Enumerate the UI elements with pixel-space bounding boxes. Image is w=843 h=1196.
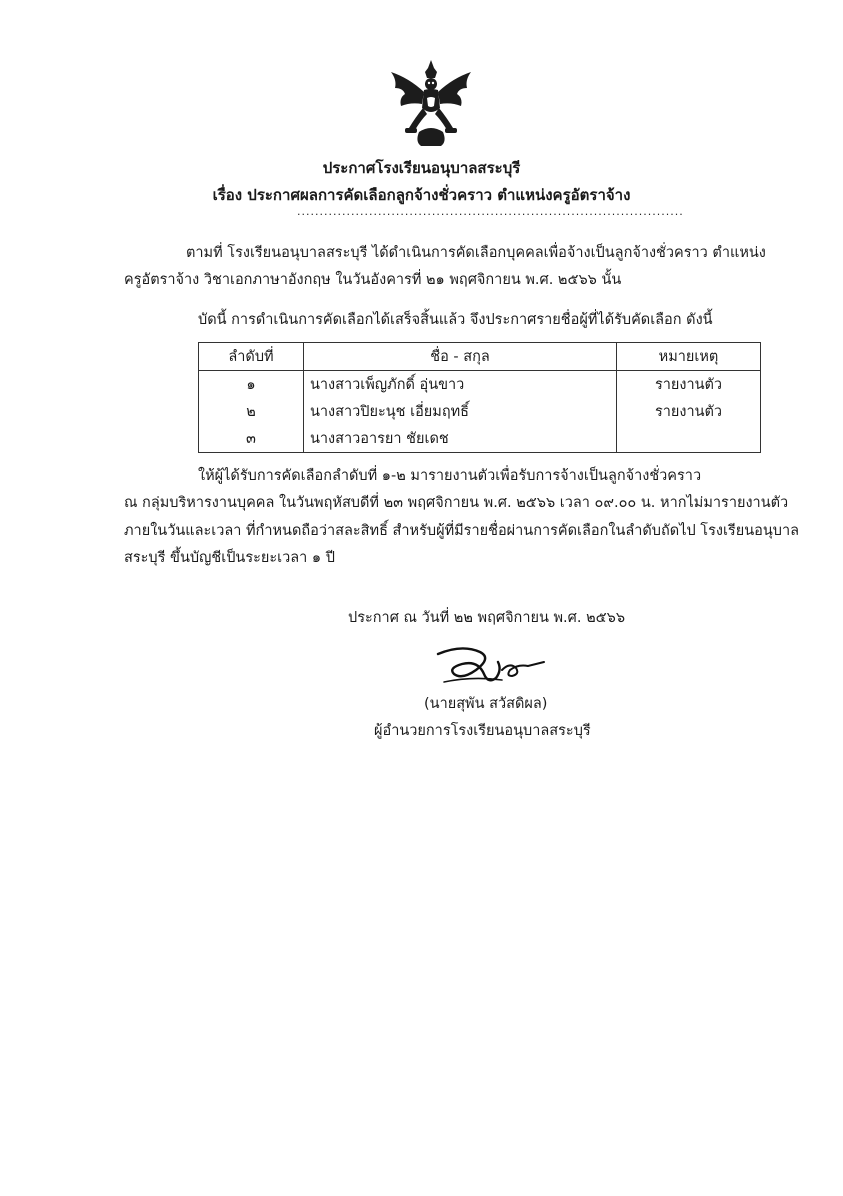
row-name: นางสาวเพ็ญภักดิ์ อุ่นขาว bbox=[304, 371, 617, 399]
column-header-no: ลำดับที่ bbox=[199, 343, 304, 371]
table-row bbox=[199, 398, 761, 425]
row-name: นางสาวอารยา ชัยเดช bbox=[304, 425, 617, 453]
announcement-date: ประกาศ ณ วันที่ ๒๒ พฤศจิกายน พ.ศ. ๒๕๖๖ bbox=[348, 610, 626, 626]
row-no: ๓ bbox=[199, 425, 304, 453]
row-no: ๒ bbox=[199, 398, 304, 425]
signer-position: ผู้อำนวยการโรงเรียนอนุบาลสระบุรี bbox=[374, 723, 591, 739]
announcement-title: ประกาศโรงเรียนอนุบาลสระบุรี bbox=[322, 159, 521, 177]
closing-paragraph-line-1: ให้ผู้ได้รับการคัดเลือกลำดับที่ ๑-๒ มารายงานตัวเพื่อรับการจ้างเป็นลูกจ้างชั่วคราว bbox=[198, 468, 702, 484]
column-header-name: ชื่อ - สกุล bbox=[304, 343, 617, 371]
row-no: ๑ bbox=[199, 371, 304, 399]
signer-name: (นายสุพัน สวัสดิผล) bbox=[424, 696, 548, 712]
selection-results-table bbox=[198, 342, 761, 453]
row-note: รายงานตัว bbox=[617, 371, 761, 399]
table-row bbox=[199, 425, 761, 453]
intro-paragraph-line-2: ครูอัตราจ้าง วิชาเอกภาษาอังกฤษ ในวันอังคารที่ ๒๑ พฤศจิกายน พ.ศ. ๒๕๖๖ นั้น bbox=[124, 272, 622, 288]
closing-paragraph-line-2: ณ กลุ่มบริหารงานบุคคล ในวันพฤหัสบดีที่ ๒๓ พฤศจิกายน พ.ศ. ๒๕๖๖ เวลา ๐๙.๐๐ น. หากไม่มารายงานตัว bbox=[124, 495, 789, 511]
closing-paragraph-line-4: สระบุรี ขึ้นบัญชีเป็นระยะเวลา ๑ ปี bbox=[124, 550, 335, 566]
column-header-note: หมายเหตุ bbox=[617, 343, 761, 371]
table-header-row bbox=[199, 343, 761, 371]
signature-image bbox=[432, 640, 552, 690]
row-name: นางสาวปิยะนุช เอี่ยมฤทธิ์ bbox=[304, 398, 617, 425]
intro-paragraph-line-1: ตามที่ โรงเรียนอนุบาลสระบุรี ได้ดำเนินการคัดเลือกบุคคลเพื่อจ้างเป็นลูกจ้างชั่วคราว ตำแหน่ง bbox=[186, 245, 766, 261]
row-note bbox=[617, 425, 761, 453]
closing-paragraph-line-3: ภายในวันและเวลา ที่กำหนดถือว่าสละสิทธิ์ สำหรับผู้ที่มีรายชื่อผ่านการคัดเลือกในลำดับถัดไป โรงเรียนอนุบาล bbox=[124, 523, 799, 539]
garuda-emblem-icon bbox=[381, 58, 481, 150]
announcement-subject: เรื่อง ประกาศผลการคัดเลือกลูกจ้างชั่วคราว ตำแหน่งครูอัตราจ้าง bbox=[212, 186, 631, 204]
announce-paragraph: บัดนี้ การดำเนินการคัดเลือกได้เสร็จสิ้นแล้ว จึงประกาศรายชื่อผู้ที่ได้รับคัดเลือก ดังนี้ bbox=[198, 312, 713, 328]
table-row bbox=[199, 371, 761, 399]
row-note: รายงานตัว bbox=[617, 398, 761, 425]
separator-dots: ...................................................................................... bbox=[297, 205, 684, 218]
